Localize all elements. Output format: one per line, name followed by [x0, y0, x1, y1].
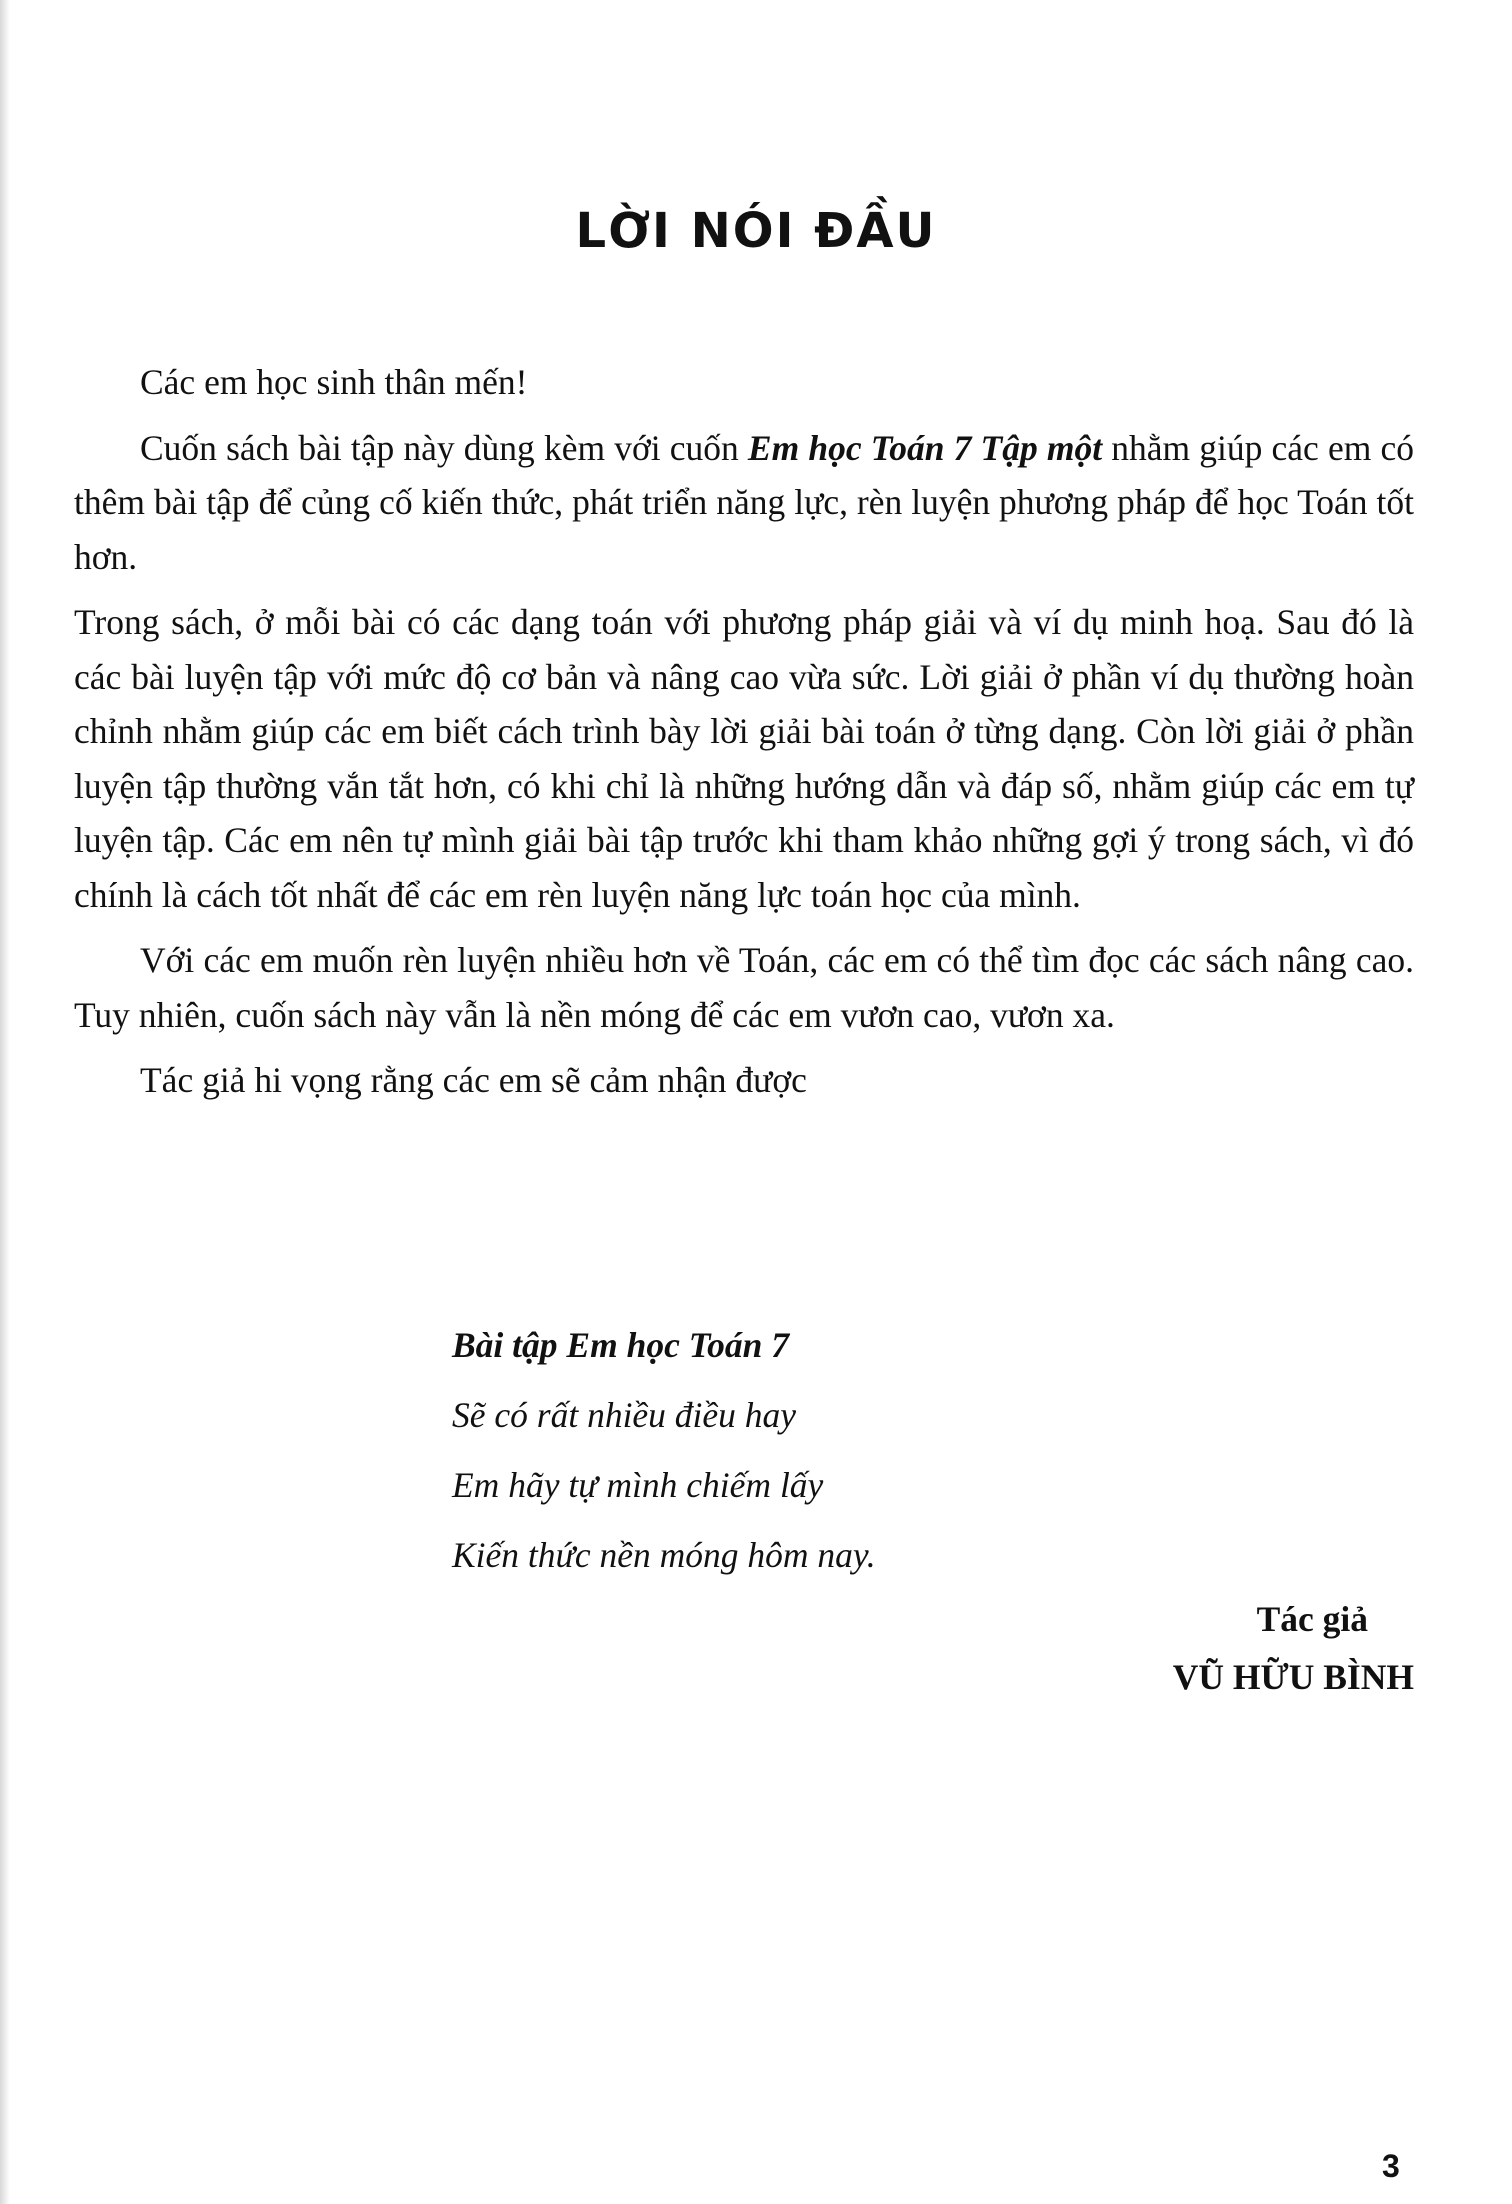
poem — [452, 1310, 876, 1590]
page-title: LỜI NÓI ĐẦU — [575, 203, 937, 259]
paragraph-4: Tác giả hi vọng rằng các em sẽ cảm nhận được — [140, 1060, 807, 1100]
paragraph-1-lead: Cuốn sách bài tập này dùng kèm với cuốn — [140, 427, 748, 468]
greeting-text: Các em học sinh thân mến! — [140, 362, 528, 402]
page-number: 3 — [1382, 2148, 1400, 2184]
paragraph-3: Với các em muốn rèn luyện nhiều hơn về Toán, các em có thể tìm đọc các sách nâng cao. Tuy nhiên, cuốn sách này vẫn là nền móng để các em vươn cao, vươn xa. — [74, 940, 1414, 1035]
paragraph-1 — [74, 421, 1414, 585]
author-signature — [1173, 1590, 1414, 1706]
preface-body — [74, 355, 1414, 1119]
poem-title-line: Bài tập Em học Toán 7 — [452, 1325, 789, 1365]
book-title-reference: Em học Toán 7 Tập một — [747, 427, 1103, 468]
author-role: Tác giả — [1256, 1599, 1368, 1639]
paragraph-1-rest: nhằm giúp các em có thêm bài tập để củng cố kiến thức, phát triển năng lực, rèn luyện phương pháp để học Toán tốt hơn. — [74, 427, 1414, 577]
author-name: VŨ HỮU BÌNH — [1172, 1657, 1414, 1697]
poem-line: Em hãy tự mình chiếm lấy — [452, 1465, 824, 1505]
greeting — [74, 355, 1414, 410]
paragraph-2: Trong sách, ở mỗi bài có các dạng toán với phương pháp giải và ví dụ minh hoạ. Sau đó là các bài luyện tập với mức độ cơ bản và nâng cao vừa sức. Lời giải ở phần ví dụ thường hoàn chỉnh nhằm giúp các em biết cách trình bày lời giải bài toán ở từng dạng. Còn lời giải ở phần luyện tập thường vắn tắt hơn, có khi chỉ là những hướng dẫn và đáp số, nhằm giúp các em tự luyện tập. Các em nên tự mình giải bài tập trước khi tham khảo những gợi ý trong sách, vì đó chính là cách tốt nhất để các em rèn luyện năng lực toán học của mình. — [74, 602, 1414, 915]
poem-line: Kiến thức nền móng hôm nay. — [452, 1535, 876, 1575]
poem-line: Sẽ có rất nhiều điều hay — [452, 1395, 797, 1435]
page-edge-shadow — [0, 0, 10, 2204]
